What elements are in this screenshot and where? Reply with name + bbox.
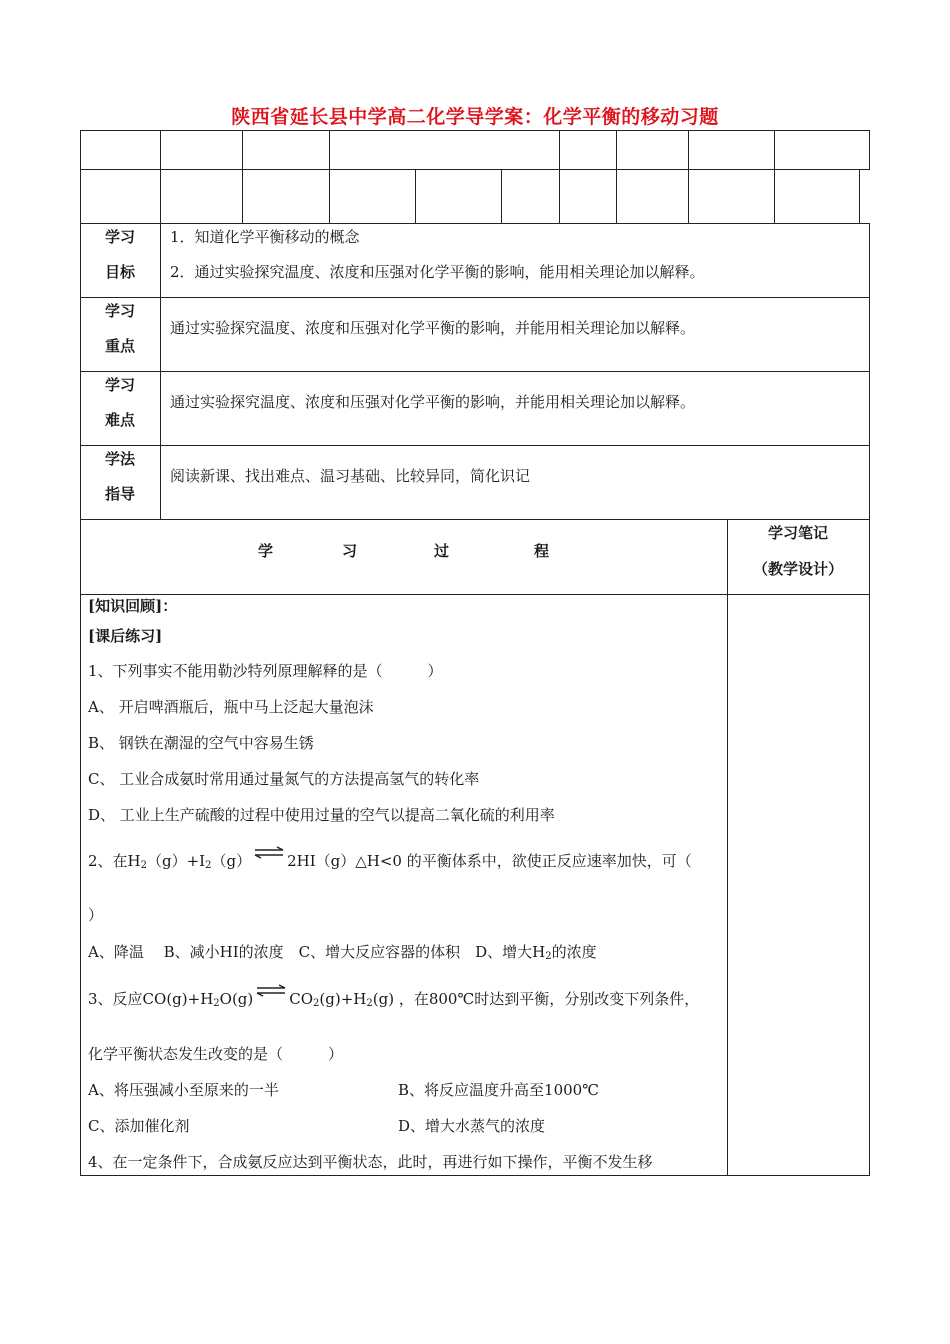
question-2: 2、在$H_2(g)+I_2(g)$ 2HI（g）△H<0 的平衡体系中，欲使正反应速率加快，可（ <box>88 852 692 870</box>
goal-line-1: 1．知道化学平衡移动的概念 <box>170 228 360 246</box>
equilibrium-arrow-icon <box>255 990 287 1000</box>
question-3-option-c: C、添加催化剂 <box>88 1117 190 1135</box>
method-label-1: 学法 <box>104 450 135 468</box>
question-1-option-b: B、 钢铁在潮湿的空气中容易生锈 <box>88 734 314 752</box>
process-char-4: 程 <box>534 542 550 560</box>
goal-label-2: 目标 <box>104 263 135 281</box>
question-2-close: ） <box>88 906 104 924</box>
method-line: 阅读新课、找出难点、温习基础、比较异同，简化识记 <box>170 467 531 485</box>
process-char-3: 过 <box>434 542 450 560</box>
question-1-option-c: C、 工业合成氨时常用通过量氮气的方法提高氢气的转化率 <box>88 770 480 788</box>
notes-header: 学习笔记 <box>767 524 828 542</box>
question-3-option-d: D、增大水蒸气的浓度 <box>398 1117 546 1135</box>
question-1-option-d: D、 工业上生产硫酸的过程中使用过量的空气以提高二氧化硫的利用率 <box>88 806 555 824</box>
question-3-option-a: A、将压强减小至原来的一半 <box>88 1081 279 1099</box>
question-2-options: A、降温 B、减小HI的浓度 C、增大反应容器的体积 D、增大$H_2$的浓度 <box>88 943 597 962</box>
review-heading: [知识回顾]： <box>88 597 178 615</box>
focus-label-2: 重点 <box>104 337 135 355</box>
difficulty-line: 通过实验探究温度、浓度和压强对化学平衡的影响，并能用相关理论加以解释。 <box>170 393 696 411</box>
difficulty-label-1: 学习 <box>104 376 135 394</box>
question-4: 4、在一定条件下，合成氨反应达到平衡状态，此时，再进行如下操作，平衡不发生移 <box>88 1153 653 1171</box>
question-3: 3、反应$CO(g)+H_2O(g)$ $CO_2(g)+H_2(g)$ ，在800℃时达到平衡，分别改变下列条件， <box>88 990 699 1008</box>
question-3-option-b: B、将反应温度升高至1000℃ <box>398 1081 599 1099</box>
goal-label-1: 学习 <box>104 228 135 246</box>
focus-line: 通过实验探究温度、浓度和压强对化学平衡的影响，并能用相关理论加以解释。 <box>170 319 696 337</box>
question-1-option-a: A、 开启啤酒瓶后，瓶中马上泛起大量泡沫 <box>88 698 374 716</box>
goal-line-2: 2．通过实验探究温度、浓度和压强对化学平衡的影响，能用相关理论加以解释。 <box>170 263 705 281</box>
process-char-2: 习 <box>342 542 358 560</box>
question-1: 1、下列事实不能用勒沙特列原理解释的是（ ） <box>88 662 443 680</box>
process-char-1: 学 <box>258 542 274 560</box>
notes-subheader: （教学设计） <box>752 560 843 578</box>
method-label-2: 指导 <box>104 485 135 503</box>
equilibrium-arrow-icon <box>253 852 285 862</box>
question-3-line-2: 化学平衡状态发生改变的是（ ） <box>88 1045 344 1063</box>
practice-heading: [课后练习] <box>88 627 163 645</box>
focus-label-1: 学习 <box>104 302 135 320</box>
page-title: 陕西省延长县中学高二化学导学案：化学平衡的移动习题 <box>231 106 719 128</box>
difficulty-label-2: 难点 <box>104 411 135 429</box>
